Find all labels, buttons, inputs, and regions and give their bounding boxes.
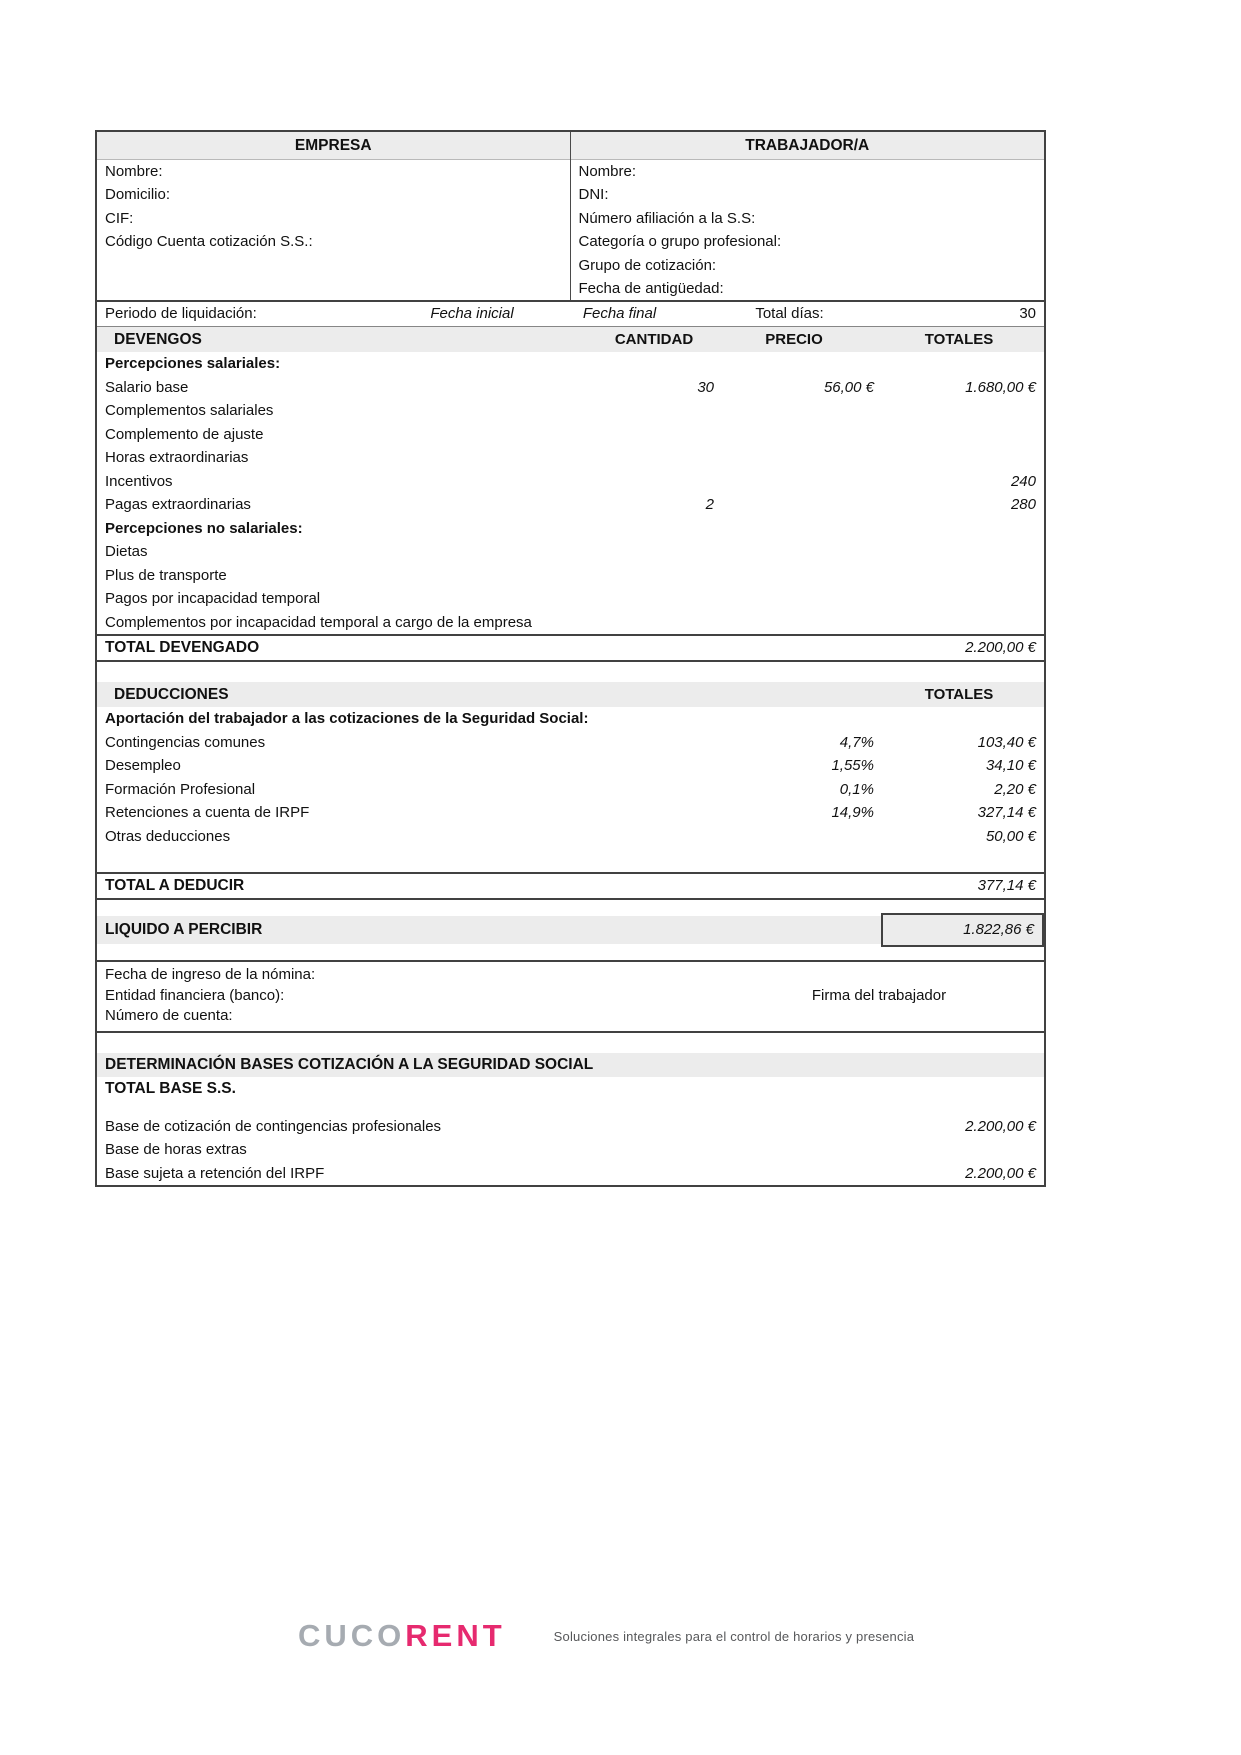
trabajador-field-afiliacion: Número afiliación a la S.S: — [578, 209, 756, 227]
row-pct: 1,55% — [831, 757, 874, 775]
liquido-value-box: 1.822,86 € — [881, 913, 1044, 947]
liquido-label: LIQUIDO A PERCIBIR — [105, 920, 263, 938]
empresa-field-cif: CIF: — [105, 209, 134, 227]
deducciones-row — [97, 754, 1044, 778]
section-gap — [97, 1101, 1044, 1115]
row-total: 50,00 € — [985, 827, 1036, 845]
row-total: 103,40 € — [977, 733, 1036, 751]
fecha-inicial-label: Fecha inicial — [430, 305, 514, 323]
trabajador-title: TRABAJADOR/A — [571, 132, 1045, 160]
devengos-row — [97, 611, 1044, 635]
devengos-row — [97, 493, 1044, 517]
row-total: 280 — [1010, 496, 1036, 514]
deducciones-title: DEDUCCIONES — [114, 686, 229, 704]
row-label: Horas extraordinarias — [105, 449, 249, 467]
row-total: 2,20 € — [994, 780, 1036, 798]
deducciones-row — [97, 801, 1044, 825]
empresa-section — [97, 132, 571, 300]
empresa-field-domicilio: Domicilio: — [105, 186, 171, 204]
row-label: Incentivos — [105, 472, 173, 490]
devengos-row — [97, 423, 1044, 447]
row-total: 1.680,00 € — [965, 378, 1036, 396]
numero-cuenta-label: Número de cuenta: — [105, 1006, 233, 1024]
total-deducir-value: 377,14 € — [977, 876, 1036, 894]
section-gap — [97, 662, 1044, 682]
row-label: Complementos por incapacidad temporal a cargo de la empresa — [105, 613, 532, 631]
devengos-header — [97, 326, 1044, 352]
row-label: Base sujeta a retención del IRPF — [105, 1164, 325, 1182]
brand-tagline: Soluciones integrales para el control de horarios y presencia — [553, 1628, 915, 1644]
total-dias-value: 30 — [1019, 305, 1036, 323]
total-devengado-label: TOTAL DEVENGADO — [105, 639, 260, 657]
devengos-row — [97, 376, 1044, 400]
devengos-title: DEVENGOS — [114, 331, 202, 349]
liquido-row — [97, 916, 1044, 944]
periodo-label: Periodo de liquidación: — [105, 305, 257, 323]
section-gap — [97, 1033, 1044, 1053]
trabajador-field-grupo-cotizacion: Grupo de cotización: — [578, 256, 717, 274]
trabajador-field-nombre: Nombre: — [578, 163, 637, 180]
trabajador-section — [571, 132, 1045, 300]
bases-subtitle: TOTAL BASE S.S. — [105, 1079, 236, 1097]
row-label: Formación Profesional — [105, 780, 256, 798]
total-devengado-value: 2.200,00 € — [965, 639, 1036, 657]
bases-row — [97, 1162, 1044, 1186]
row-total: 327,14 € — [977, 804, 1036, 822]
col-totales: TOTALES — [924, 331, 994, 349]
deducciones-row — [97, 731, 1044, 755]
deducciones-row — [97, 825, 1044, 849]
logo-cuco-text: CUCO — [298, 1618, 406, 1653]
row-precio: 56,00 € — [823, 378, 874, 396]
total-deducir-row — [97, 872, 1044, 900]
row-label: Base de cotización de contingencias profesionales — [105, 1117, 442, 1135]
devengos-row — [97, 564, 1044, 588]
empresa-field-codigo-cuenta: Código Cuenta cotización S.S.: — [105, 233, 313, 251]
deducciones-subtitle: Aportación del trabajador a las cotizaciones de la Seguridad Social: — [105, 710, 589, 728]
row-label: Pagas extraordinarias — [105, 496, 251, 514]
row-label: Percepciones no salariales: — [105, 519, 303, 537]
total-dias-label: Total días: — [755, 305, 824, 323]
row-value: 2.200,00 € — [965, 1164, 1036, 1182]
row-pct: 0,1% — [839, 780, 874, 798]
empresa-field-nombre: Nombre: — [105, 163, 163, 180]
deducciones-col-totales: TOTALES — [924, 686, 994, 704]
row-label: Plus de transporte — [105, 566, 227, 584]
bases-title: DETERMINACIÓN BASES COTIZACIÓN A LA SEGURIDAD SOCIAL — [97, 1053, 1044, 1077]
entidad-label: Entidad financiera (banco): — [105, 986, 285, 1004]
devengos-row — [97, 446, 1044, 470]
devengos-row — [97, 352, 1044, 376]
row-cantidad: 30 — [697, 378, 714, 396]
devengos-row — [97, 470, 1044, 494]
row-label: Complemento de ajuste — [105, 425, 264, 443]
row-label: Salario base — [105, 378, 189, 396]
devengos-row — [97, 540, 1044, 564]
trabajador-field-antiguedad: Fecha de antigüedad: — [578, 280, 724, 298]
bases-row — [97, 1138, 1044, 1162]
parties-header — [97, 132, 1044, 300]
col-precio: PRECIO — [765, 331, 823, 349]
empresa-title: EMPRESA — [97, 132, 570, 160]
row-label: Desempleo — [105, 757, 181, 775]
empty-row — [97, 848, 1044, 872]
logo-rent-text: RENT — [405, 1618, 506, 1653]
row-label: Dietas — [105, 543, 148, 561]
row-label: Otras deducciones — [105, 827, 231, 845]
row-label: Percepciones salariales: — [105, 355, 281, 373]
row-total: 34,10 € — [985, 757, 1036, 775]
cucorent-logo — [298, 1616, 506, 1656]
row-value — [874, 1138, 1044, 1162]
row-label: Complementos salariales — [105, 402, 274, 420]
devengos-row — [97, 587, 1044, 611]
brand-footer — [298, 1616, 914, 1656]
periodo-row — [97, 300, 1044, 326]
devengos-row — [97, 399, 1044, 423]
row-pct: 4,7% — [839, 733, 874, 751]
row-label: Retenciones a cuenta de IRPF — [105, 804, 310, 822]
row-label: Contingencias comunes — [105, 733, 266, 751]
trabajador-field-categoria: Categoría o grupo profesional: — [578, 233, 782, 251]
row-label: Pagos por incapacidad temporal — [105, 590, 321, 608]
bases-row — [97, 1115, 1044, 1139]
firma-label: Firma del trabajador — [811, 986, 947, 1004]
payslip-document — [95, 130, 1046, 1187]
total-devengado-row — [97, 634, 1044, 662]
deducciones-subtitle-row — [97, 707, 1044, 731]
entidad-row — [97, 987, 1044, 1004]
fecha-final-label: Fecha final — [582, 305, 657, 323]
trabajador-field-dni: DNI: — [578, 186, 609, 204]
devengos-row — [97, 517, 1044, 541]
deducciones-header — [97, 682, 1044, 707]
fecha-ingreso-label: Fecha de ingreso de la nómina: — [105, 965, 316, 983]
row-value: 2.200,00 € — [965, 1117, 1036, 1135]
row-cantidad: 2 — [705, 496, 714, 514]
col-cantidad: CANTIDAD — [614, 331, 694, 349]
total-deducir-label: TOTAL A DEDUCIR — [105, 876, 245, 894]
row-pct: 14,9% — [831, 804, 874, 822]
payment-section — [97, 960, 1044, 1033]
row-label: Base de horas extras — [105, 1141, 247, 1159]
deducciones-row — [97, 778, 1044, 802]
row-total: 240 — [1010, 472, 1036, 490]
